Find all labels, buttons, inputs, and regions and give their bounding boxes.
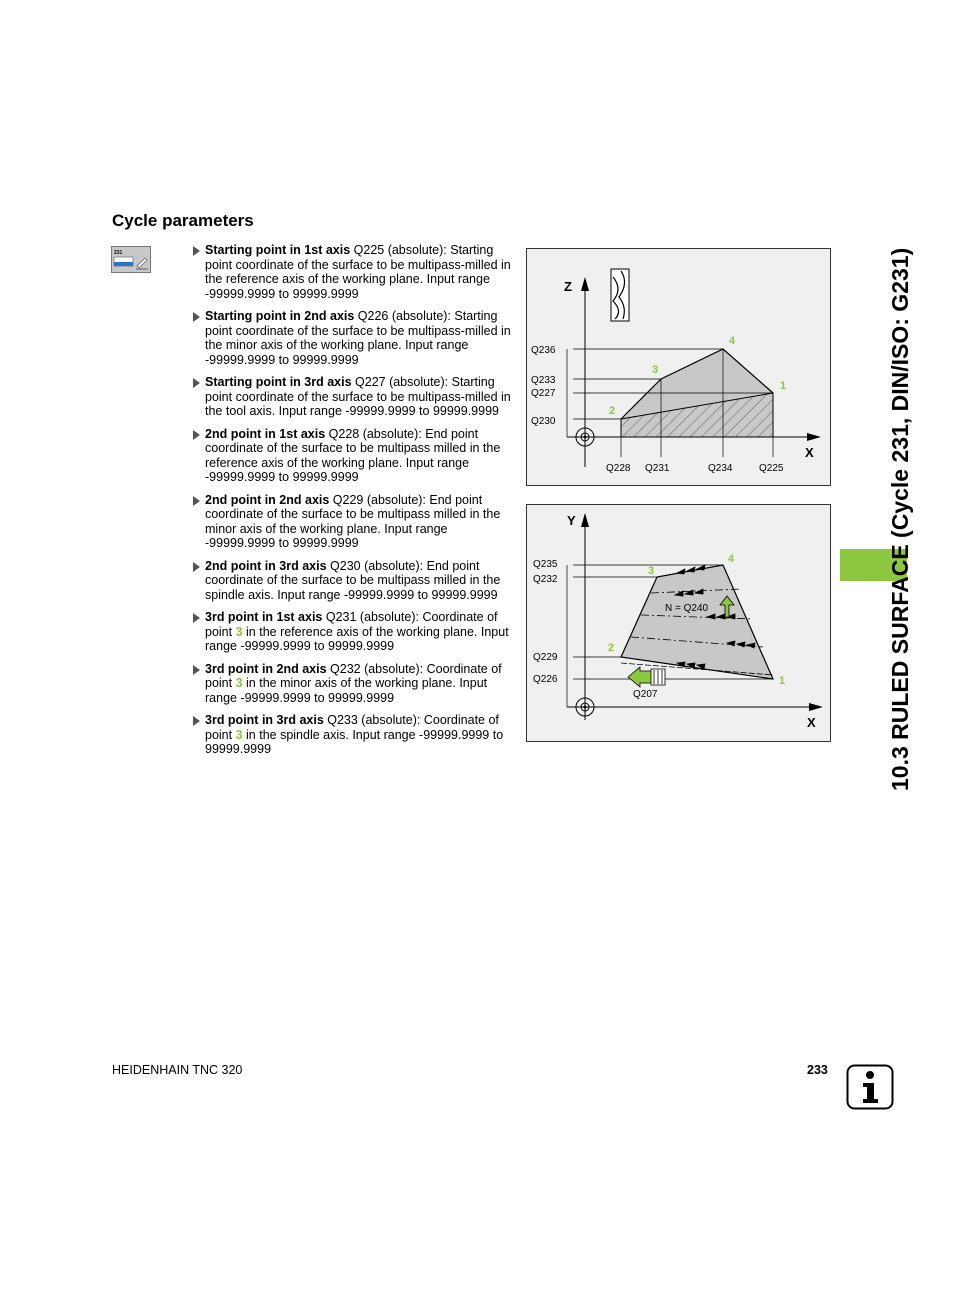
- parameter-name: 2nd point in 3rd axis: [205, 558, 327, 573]
- parameter-item: [193, 713, 511, 757]
- parameter-description-end: in the minor axis of the working plane. Input range -99999.9999 to 99999.9999: [205, 676, 488, 705]
- label-q234: Q234: [708, 463, 733, 474]
- point-1: 1: [780, 380, 787, 392]
- parameter-name: Starting point in 2nd axis: [205, 309, 355, 323]
- parameter-description: Q226 (absolute): Starting point coordinate of the surface to be multipass-milled in the minor axis of the working plane. Input range -99999.9999 to 99999.9999: [205, 309, 511, 367]
- parameter-description-end: in the reference axis of the working plane. Input range -99999.9999 to 99999.9999: [205, 624, 509, 653]
- cycle-231-icon: [111, 246, 151, 273]
- parameter-description: Q228 (absolute): End point coordinate of the surface to be multipass milled in the reference axis of the working plane. Input range -99999.9999 to 99999.9999: [205, 426, 501, 484]
- label-q225: Q225: [759, 463, 784, 474]
- label-q235: Q235: [533, 559, 558, 570]
- play-arrow-icon: [193, 312, 200, 322]
- parameter-item: [193, 662, 511, 706]
- parameter-description: Q232 (absolute): Coordinate of point: [205, 661, 502, 690]
- parameter-description: Q230 (absolute): End point coordinate of the surface to be multipass milled in the spindle axis. Input range -99999.9999 to 99999.9999: [205, 558, 501, 602]
- axis-label-z: Z: [564, 279, 572, 294]
- y-axis-arrow: [581, 513, 589, 527]
- label-q227: Q227: [531, 388, 556, 399]
- parameter-description-end: in the spindle axis. Input range -99999.9999 to 99999.9999: [205, 727, 504, 756]
- label-n-q240: N = Q240: [665, 603, 709, 614]
- parameter-item: [193, 493, 511, 551]
- point-number: 3: [235, 676, 243, 690]
- point-number: 3: [235, 624, 243, 639]
- figure-xz-view: [526, 248, 831, 486]
- play-arrow-icon: [193, 665, 200, 675]
- play-arrow-icon: [193, 496, 200, 506]
- parameter-name: 3rd point in 1st axis: [205, 610, 323, 624]
- figure-xy-view: [526, 504, 831, 742]
- info-icon: [846, 1064, 894, 1110]
- point-number: 3: [235, 727, 243, 742]
- parameter-item: [193, 243, 511, 301]
- label-q236: Q236: [531, 345, 556, 356]
- parameter-item: [193, 375, 511, 419]
- parameter-description: Q229 (absolute): End point coordinate of the surface to be multipass milled in the minor axis of the working plane. Input range -99999.9999 to 99999.9999: [205, 492, 501, 550]
- play-arrow-icon: [193, 378, 200, 388]
- section-title: Cycle parameters: [112, 211, 254, 230]
- point-4: 4: [728, 553, 735, 565]
- footer-product: HEIDENHAIN TNC 320: [112, 1063, 243, 1077]
- point-2: 2: [609, 405, 616, 417]
- parameter-name: 2nd point in 1st axis: [205, 426, 326, 441]
- parameter-name: 3rd point in 2nd axis: [205, 661, 327, 676]
- label-q229: Q229: [533, 652, 558, 663]
- label-q228: Q228: [606, 463, 631, 474]
- play-arrow-icon: [193, 562, 200, 572]
- point-4: 4: [729, 335, 736, 347]
- label-q230: Q230: [531, 416, 556, 427]
- milling-cutter-icon: [611, 269, 629, 321]
- play-arrow-icon: [193, 613, 200, 623]
- parameter-name: Starting point in 3rd axis: [205, 375, 352, 389]
- parameter-description: Q233 (absolute): Coordinate of point: [205, 713, 499, 742]
- label-q233: Q233: [531, 375, 556, 386]
- parameter-list: [193, 243, 511, 757]
- parameter-description: Q231 (absolute): Coordinate of point: [205, 610, 498, 639]
- label-q207: Q207: [633, 689, 658, 700]
- point-1: 1: [779, 675, 786, 687]
- parameter-description: Q227 (absolute): Starting point coordinate of the surface to be multipass-milled in the tool axis. Input range -99999.9999 to 99999.9999: [205, 375, 511, 418]
- cycle-icon-label: 231: [114, 250, 123, 256]
- side-title-text: 10.3 RULED SURFACE (Cycle 231, DIN/ISO: G231): [887, 248, 913, 792]
- parameter-item: [193, 427, 511, 485]
- parameter-description: Q225 (absolute): Starting point coordinate of the surface to be multipass-milled in the reference axis of the working plane. Input range -99999.9999 to 99999.9999: [205, 243, 511, 301]
- parameter-name: 2nd point in 2nd axis: [205, 492, 330, 507]
- parameter-name: 3rd point in 3rd axis: [205, 713, 324, 727]
- parameter-item: [193, 309, 511, 367]
- play-arrow-icon: [193, 430, 200, 440]
- label-q231: Q231: [645, 463, 670, 474]
- surface-outline: [621, 565, 773, 679]
- feed-arrow-icon: [628, 667, 665, 687]
- point-3: 3: [648, 565, 655, 577]
- x-axis-arrow: [807, 433, 821, 441]
- x-axis-arrow: [809, 703, 823, 711]
- parameter-name: Starting point in 1st axis: [205, 243, 351, 257]
- parameter-item: [193, 559, 511, 603]
- axis-label-x: X: [807, 715, 816, 730]
- axis-label-x: X: [805, 445, 814, 460]
- label-q226: Q226: [533, 674, 558, 685]
- point-2: 2: [608, 642, 615, 654]
- parameter-item: [193, 610, 511, 654]
- play-arrow-icon: [193, 716, 200, 726]
- point-3: 3: [652, 364, 659, 376]
- axis-label-y: Y: [567, 513, 576, 528]
- z-axis-arrow: [581, 277, 589, 291]
- page-number: 233: [807, 1063, 828, 1077]
- play-arrow-icon: [193, 246, 200, 256]
- label-q232: Q232: [533, 574, 558, 585]
